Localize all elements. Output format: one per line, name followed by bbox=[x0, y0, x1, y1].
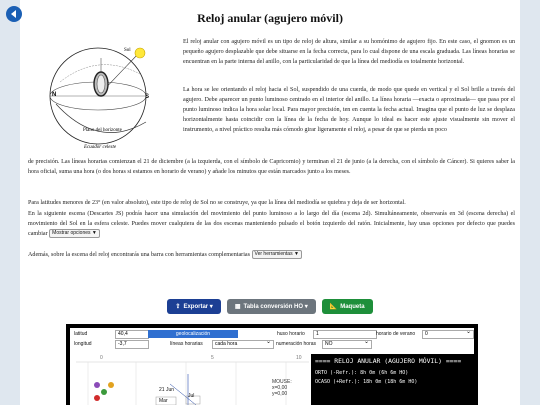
dst-select[interactable]: 0 ⌄ bbox=[422, 330, 474, 339]
timezone-field[interactable]: 1 bbox=[313, 330, 377, 339]
sundial-diagram bbox=[28, 42, 172, 160]
mouse-x: x=0,00 bbox=[272, 385, 288, 391]
paragraph-reading: La hora se lee orientando el reloj hacia el Sol, suspendido de una cuerda, de modo que quede en vertical y el Sol brille a través del agujero. Debe aparecer un punto luminoso centrado en el interior del anillo. La línea horaria —exacta o aproximada— que pasa por el punto luminoso indica la hora solar local. Para mayor precisión, ten en cuenta la fecha actual. Imagina que el punto de luz se desplaza horizontalmente hasta coincidir con la línea de la fecha de hoy. Aunque lo ideal es hacer este ajuste visualmente sin mover el instrumento, a nivel práctico resulta más cómodo girar ligeramente el reloj, a pesar de que se pierda un poco bbox=[183, 87, 515, 133]
mouse-y: y=0,00 bbox=[272, 391, 288, 397]
ecuador-label: Ecuador celeste bbox=[84, 145, 117, 150]
symbol-aries-icon bbox=[108, 382, 114, 388]
action-bar bbox=[0, 299, 540, 314]
ruler-10: 10 bbox=[296, 355, 302, 361]
export-label: Exportar ▾ bbox=[183, 304, 213, 310]
conversion-table-button[interactable] bbox=[227, 299, 316, 314]
paragraph-tools bbox=[28, 250, 515, 260]
sundial-2d-scene[interactable] bbox=[76, 354, 309, 405]
sun-icon bbox=[135, 48, 145, 58]
paragraph-reading-cont: de precisión. Las líneas horarias comienzan el 21 de diciembre (a la izquierda, con el símbolo de Capricornio) y terminan el 21 de junio (a la derecha, con el símbolo de Cáncer). Si quieres saber la hora oficial, suma una hora (o dos horas si estamos en horario de verano) y añade los minutos que están marcados junto a los meses. bbox=[28, 159, 515, 175]
dst-label: horario de verano bbox=[376, 331, 416, 337]
symbol-aquarius-icon bbox=[101, 389, 107, 395]
scene-panel bbox=[70, 328, 474, 405]
geolocation-button[interactable]: geolocalización bbox=[148, 330, 238, 338]
show-options-button[interactable]: Mostrar opciones ▼ bbox=[49, 229, 100, 238]
plano-label: Plano del horizonte bbox=[83, 128, 122, 133]
mouse-readout bbox=[272, 379, 292, 397]
hour-lines-select[interactable]: cada hora ⌄ bbox=[212, 340, 274, 349]
date-mar-label: Mar bbox=[159, 398, 168, 404]
mouse-label: MOUSE: bbox=[272, 379, 292, 385]
ruler-icon: 📐 bbox=[329, 304, 338, 310]
ruler-0: 0 bbox=[100, 355, 103, 361]
conversion-table-label: Tabla conversión HO ▾ bbox=[243, 304, 308, 310]
numbering-select[interactable]: NO ⌄ bbox=[322, 340, 372, 349]
sunrise-info: ORTO (-Refr.): 8h 0m (6h 6m HO) bbox=[315, 370, 409, 376]
longitude-label: longitud bbox=[74, 341, 92, 347]
info-console bbox=[311, 354, 474, 405]
mockup-label: Maqueta bbox=[340, 303, 365, 310]
table-icon: ▦ bbox=[234, 304, 241, 310]
longitude-field[interactable]: -3,7 bbox=[115, 340, 149, 349]
symbol-pisces-icon bbox=[94, 395, 100, 401]
console-title: ==== RELOJ ANULAR (AGUJERO MÓVIL) ==== bbox=[315, 357, 462, 365]
s-label: S bbox=[145, 94, 150, 100]
export-icon: ⇪ bbox=[175, 304, 181, 310]
paragraph-tools-text: Además, sobre la escena del reloj encontrarás una barra con herramientas complementarias bbox=[28, 252, 250, 258]
n-label: N bbox=[52, 92, 57, 98]
hour-lines-label: líneas horarias bbox=[170, 341, 203, 347]
latitude-label: latitud bbox=[74, 331, 88, 337]
latitude-field[interactable]: 40,4 bbox=[115, 330, 149, 339]
descartes-scene[interactable] bbox=[66, 324, 478, 405]
date-jul-label: Jul bbox=[188, 393, 195, 399]
numbering-label: numeración horas bbox=[276, 341, 317, 347]
symbol-capricorn-icon bbox=[94, 382, 100, 388]
page-title: Reloj anular (agujero móvil) bbox=[197, 11, 343, 25]
paragraph-latitude: Para latitudes menores de 23° (en valor absoluto), este tipo de reloj de Sol no se construye, ya que la línea del mediodía se quiebra y deja de ser horizontal. bbox=[28, 200, 406, 206]
date-jun-label: 21 Jun bbox=[159, 387, 175, 393]
show-tools-button[interactable]: Ver herramientas ▼ bbox=[252, 250, 302, 259]
paragraph-scene-text: En la siguiente escena (Descartes JS) podrás hacer una simulación del movimiento del punto luminoso a lo largo del día (escena 2d). Simultáneamente, observarás en 3d (escena derecha) el movimiento del Sol en la esfera celeste. Puedes mover cualquiera de las dos escenas manteniendo pulsado el botón izquierdo del ratón. Inicialmente, hay unas opciones por defecto que puedes cambiar bbox=[28, 211, 515, 237]
timezone-label: huso horario bbox=[277, 331, 305, 337]
paragraph-intro: El reloj anular con agujero móvil es un tipo de reloj de altura, similar a su homónimo de agujero fijo. En este caso, el gnomon es un pequeño agujero desplazable que debe situarse en la fecha correcta, para lo cual dispone de una escala graduada. Las líneas horarias se encuentran en la parte interna del anillo, con la particularidad de que la línea del mediodía es totalmente horizontal. bbox=[183, 39, 515, 65]
export-button[interactable] bbox=[167, 299, 220, 314]
sunset-info: OCASO (+Refr.): 18h 0m (18h 6m HO) bbox=[315, 379, 418, 385]
sol-label: Sol bbox=[124, 48, 131, 53]
paragraph-scene bbox=[28, 209, 515, 239]
mockup-button[interactable] bbox=[322, 299, 373, 314]
ruler-5: 5 bbox=[211, 355, 214, 361]
